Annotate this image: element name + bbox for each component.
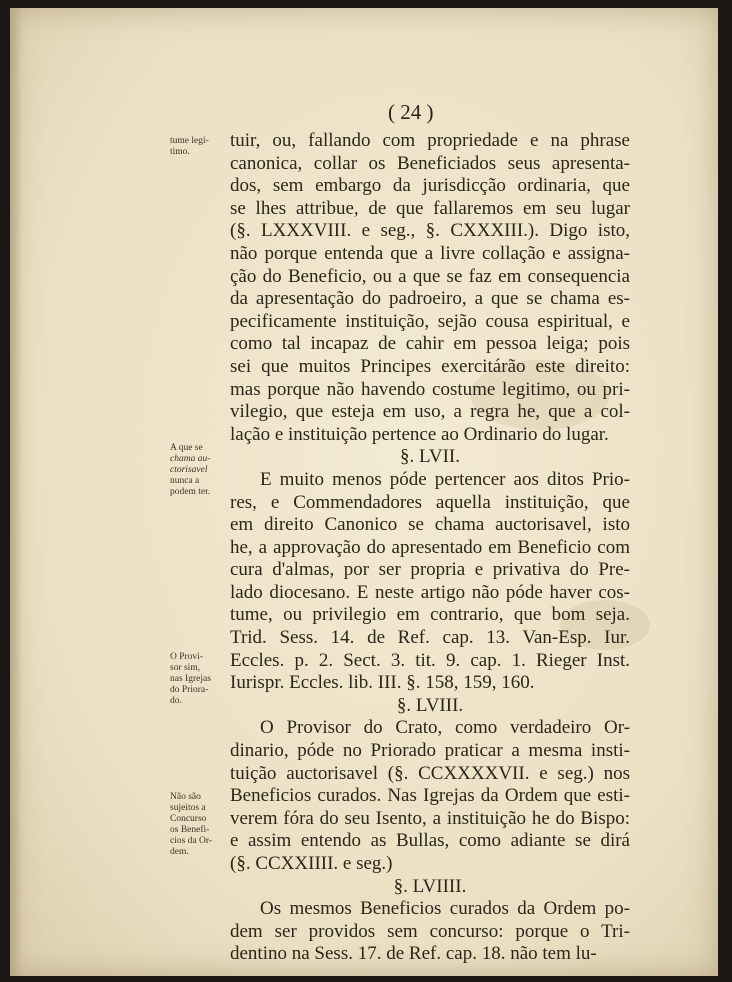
text-line: tuição auctorisavel (§. CCXXXXVII. e seg.) nos — [230, 762, 630, 784]
text-line: se lhes attribue, de que fallaremos em seu lugar — [230, 197, 630, 219]
text-line: Os mesmos Beneficios curados da Ordem po- — [260, 898, 630, 920]
text-line: (§. CCXXIIII. e seg.) — [230, 853, 393, 874]
text-line: dinario, póde no Priorado praticar a mesma insti- — [230, 740, 630, 762]
margin-note-line: sujeitos a — [170, 803, 206, 813]
text-line: cura d'almas, por ser propria e privativa do Pre- — [230, 559, 630, 581]
margin-note — [170, 136, 232, 158]
text-line: verem fóra do seu Isento, a instituição he do Bispo: — [230, 807, 630, 829]
text-line: Trid. Sess. 14. de Ref. cap. 13. Van-Esp. Iur. — [230, 627, 630, 649]
margin-note-line: timo. — [170, 147, 190, 157]
margin-note-line: nunca a — [170, 476, 200, 486]
margin-note — [170, 792, 232, 858]
text-line: (§. LXXXVIII. e seg., §. CXXXIII.). Digo isto, — [230, 220, 630, 242]
margin-note-line: nas Igrejas — [170, 674, 211, 684]
text-line: e assim entendo as Bullas, como adiante se dirá — [230, 830, 630, 852]
text-line: res, e Commendadores aquella instituição, que — [230, 491, 630, 513]
margin-note-line: sor sim, — [170, 663, 201, 673]
margin-note-line: podem ter. — [170, 487, 211, 497]
text-line: E muito menos póde pertencer aos ditos Prio- — [260, 468, 630, 490]
text-line: mas porque não havendo costume legitimo, ou pri- — [230, 378, 630, 400]
text-line: dos, sem embargo da jurisdicção ordinaria, que — [230, 175, 630, 197]
paragraph — [230, 717, 630, 875]
text-line: tume, ou privilegio em contrario, que bom seja. — [230, 604, 630, 626]
text-line: O Provisor do Crato, como verdadeiro Or- — [260, 717, 630, 739]
margin-note-line: do. — [170, 696, 182, 706]
text-line: pecificamente instituição, sejão cousa espiritual, e — [230, 310, 630, 332]
margin-note-line: ctorisavel — [170, 465, 208, 475]
text-line: Eccles. p. 2. Sect. 3. tit. 9. cap. 1. Rieger Inst. — [230, 649, 630, 671]
text-line: dem ser providos sem concurso: porque o Tri- — [230, 920, 630, 942]
paragraph — [230, 469, 630, 695]
page-gutter — [10, 8, 22, 976]
section-heading: §. LVII. — [400, 446, 460, 468]
paragraph — [230, 898, 630, 966]
margin-note-line: Concurso — [170, 814, 207, 824]
margin-note-line: A que se — [170, 443, 203, 453]
margin-note-line: cios da Or- — [170, 836, 213, 846]
text-line: não porque entenda que a livre collação e assigna- — [230, 242, 630, 264]
text-line: ção do Beneficio, ou a que se faz em consequencia — [230, 265, 630, 287]
text-line: como tal incapaz de cahir em pessoa leiga; pois — [230, 333, 630, 355]
text-line: sei que muitos Principes exercitárão este direito: — [230, 355, 630, 377]
text-line: em direito Canonico se chama auctorisavel, isto — [230, 514, 630, 536]
margin-note — [170, 443, 232, 498]
text-line: lado diocesano. E neste artigo não póde haver cos- — [230, 581, 630, 603]
text-line: tuir, ou, fallando com propriedade e na phrase — [230, 130, 630, 151]
margin-note-line: O Provi- — [170, 652, 203, 662]
margin-note — [170, 652, 232, 707]
text-line: dentino na Sess. 17. de Ref. cap. 18. não tem lu- — [230, 943, 597, 965]
text-line: lação e instituição pertence ao Ordinario do lugar. — [230, 423, 609, 445]
margin-note-line: dem. — [170, 847, 189, 857]
text-line: he, a approvação do apresentado em Beneficio com — [230, 536, 630, 558]
page-number: ( 24 ) — [388, 100, 434, 124]
body-text — [230, 130, 630, 966]
text-line: vilegio, que esteja em uso, a regra he, que a col- — [230, 401, 630, 423]
text-line: canonica, collar os Beneficiados seus apresenta- — [230, 152, 630, 174]
margin-note-line: os Benefi- — [170, 825, 210, 835]
text-line: da apresentação do padroeiro, a que se chama es- — [230, 288, 630, 310]
text-line: Iurispr. Eccles. lib. III. §. 158, 159, 160. — [230, 672, 535, 694]
section-heading: §. LVIIII. — [393, 875, 467, 897]
margin-note-line: tume legi- — [170, 136, 209, 146]
text-line: Beneficios curados. Nas Igrejas da Ordem que esti- — [230, 785, 630, 807]
margin-note-line: chama au- — [170, 454, 211, 464]
margin-note-line: Não são — [170, 792, 201, 802]
margin-note-line: do Priora- — [170, 685, 209, 695]
section-heading: §. LVIII. — [396, 694, 464, 716]
paragraph — [230, 130, 630, 446]
